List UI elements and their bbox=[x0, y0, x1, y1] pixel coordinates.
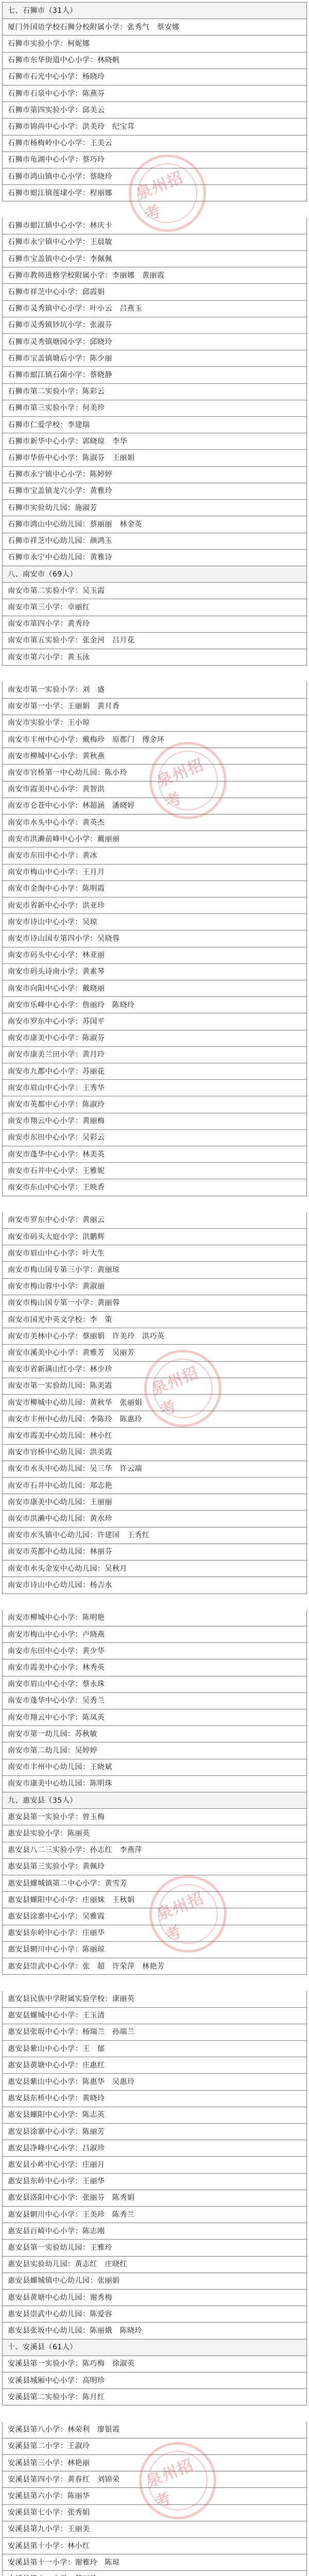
table-row: 南安市梅山国专第一小学：黄丽蓉 bbox=[2, 1295, 307, 1312]
table-row: 南安市第一实验小学：刘 盛 bbox=[2, 682, 307, 698]
table-row: 惠安县东岭中心小学：庄丽华 bbox=[2, 1925, 307, 1942]
table-row: 南安市第二幼儿园：吴婷婷 bbox=[2, 1742, 307, 1759]
row-gap bbox=[2, 201, 307, 217]
table-row: 南安市官桥第一中心幼儿园：陈小玲 bbox=[2, 765, 307, 781]
table-row: 石狮市锦尚中心小学：洪美玲 纪宝茸 bbox=[2, 118, 307, 135]
table-row: 石狮市蚶江镇石菌小学：蔡晓静 bbox=[2, 367, 307, 383]
table-row: 南安市丰州中心幼儿园：王晓斌 bbox=[2, 1759, 307, 1776]
table-row: 惠安县八二三实验小学：孙志红 李燕萍 bbox=[2, 1842, 307, 1859]
table-row: 南安市第一实验幼儿园：陈美霞 bbox=[2, 1378, 307, 1395]
table-row: 惠安县百崎中心小学：陈志刚 bbox=[2, 2223, 307, 2240]
table-row: 南安市码头诗南小学：黄素琴 bbox=[2, 964, 307, 980]
table-row: 南安市眉山中心小学：王秀华 bbox=[2, 1080, 307, 1096]
table-row: 南安市水头中心小学：黄英杰 bbox=[2, 815, 307, 831]
table-row: 南安市洪濑前峰中心小学：戴丽丽 bbox=[2, 831, 307, 848]
table-row: 南安市第六小学：黄玉泳 bbox=[2, 649, 307, 666]
table-row: 安溪县第十一小学：谢雅玲 陈琼 bbox=[2, 2554, 307, 2571]
section-header: 七、石狮市（31人） bbox=[2, 2, 307, 19]
watermark-stamp: 泉州招考 bbox=[129, 155, 206, 232]
table-row: 石狮市灵秀镇中心小学：叶小云 吕燕玉 bbox=[2, 301, 307, 317]
table-row: 惠安县涂寨中心小学：吴雅霞 bbox=[2, 1908, 307, 1925]
table-row: 南安市第五实验小学：张金河 吕月花 bbox=[2, 633, 307, 649]
table-row: 惠安县黄塘中心幼儿园：谢秀梅 bbox=[2, 2290, 307, 2306]
table-row: 南安市康美中心小学：陈淑芬 bbox=[2, 1030, 307, 1047]
table-row: 南安市仑苍中心小学：林超涵 潘晓婷 bbox=[2, 798, 307, 815]
table-row: 南安市码头大庭小学：洪鹏辉 bbox=[2, 1229, 307, 1245]
table-row: 南安市丰州中心幼儿园：李陈玲 陈惠玲 bbox=[2, 1411, 307, 1428]
table-row bbox=[2, 2571, 307, 2576]
table-row: 石狮市祥芝中心幼儿园：颜鸿玉 bbox=[2, 533, 307, 550]
table-row: 石狮市祥芝中心小学：邱霞娟 bbox=[2, 284, 307, 300]
table-row: 安溪县第十小学：林小红 bbox=[2, 2538, 307, 2554]
table-row: 南安市诗山中心幼儿园：杨吉水 bbox=[2, 1577, 307, 1594]
table-row: 石狮市永宁镇中心小学：陈婷婷 bbox=[2, 467, 307, 483]
table-row: 南安市东田中心小学：吴彩云 bbox=[2, 1130, 307, 1146]
table-row: 石狮市东华街道中心小学：林晓帆 bbox=[2, 53, 307, 69]
row-gap bbox=[2, 1594, 307, 1610]
table-row: 石狮市第二实验小学：陈彩云 bbox=[2, 384, 307, 400]
table-row: 石狮市石泉中心小学：陈燕芬 bbox=[2, 86, 307, 102]
table-row: 南安市乐峰中心小学：詹丽玲 陈晓玲 bbox=[2, 997, 307, 1013]
table-row: 南安市溪美中心小学：黄雅芳 吴丽芳 bbox=[2, 1345, 307, 1361]
table-row: 石狮市杨梅岭中心小学：王美云 bbox=[2, 135, 307, 152]
table-row: 南安市诗山中心小学：吴琼 bbox=[2, 914, 307, 930]
table-row: 惠安县螺阳中心小学：庄丽妹 王秋娟 bbox=[2, 1892, 307, 1908]
table-row: 石狮市龟湖中心小学：蔡巧玲 bbox=[2, 152, 307, 168]
table-row: 南安市石井中心小学：王雅妮 bbox=[2, 1163, 307, 1179]
table-row: 惠安县张坂中心幼儿园：陈丽娥 陈晓玲 bbox=[2, 2323, 307, 2339]
table-row: 南安市梅山国专第三小学：黄丽琼 bbox=[2, 1262, 307, 1278]
table-row: 南安市翔云中心小学：黄丽梅 bbox=[2, 1113, 307, 1130]
table-row: 南安市霞美中心小学：林秀英 bbox=[2, 1659, 307, 1676]
row-gap bbox=[2, 1196, 307, 1212]
table-row: 石狮市灵秀镇钞坑小学：张淑芬 bbox=[2, 317, 307, 334]
table-row: 惠安县张坂中心小学：杨瑞兰 孙端兰 bbox=[2, 2024, 307, 2041]
table-row: 惠安县黄塘中心小学：庄惠红 bbox=[2, 2057, 307, 2074]
table-row: 石狮市宝盖镇中心小学：李佩佩 bbox=[2, 251, 307, 267]
table-row: 南安市康美兰田小学：黄月玲 bbox=[2, 1047, 307, 1063]
table-row: 南安市梅山蓉中小学：黄淑丽 bbox=[2, 1279, 307, 1295]
table-row: 南安市美林中心小学：蔡丽娟 许美玲 洪巧英 bbox=[2, 1328, 307, 1345]
table-row: 南安市梅山中心小学：卢晓燕 bbox=[2, 1626, 307, 1643]
section-header: 十、安溪县（61人） bbox=[2, 2340, 307, 2356]
table-row: 安溪县第七小学：张秀娟 bbox=[2, 2505, 307, 2521]
table-row: 石狮市石光中心小学：杨晓玲 bbox=[2, 69, 307, 86]
table-row: 惠安县崇武中心小学：张 超 许荣萍 林艳芳 bbox=[2, 1958, 307, 1975]
table-row: 石狮市蚶江镇中心小学：林庆卡 bbox=[2, 218, 307, 234]
table-row: 南安市省新满山红小学：林少珍 bbox=[2, 1362, 307, 1378]
table-row: 南安市第四小学：黄秀玲 bbox=[2, 616, 307, 633]
table-row: 南安市水头金安中心幼儿园：吴秋月 bbox=[2, 1561, 307, 1577]
table-row: 惠安县涂寨中心小学：陈丽芳 bbox=[2, 2124, 307, 2140]
table-row: 南安市水头镇中心幼儿园：许建国 王秀红 bbox=[2, 1528, 307, 1544]
table-row: 南安市梅山中心小学：王月月 bbox=[2, 865, 307, 881]
table-row: 石狮市华侨中心小学：陈淑芬 王丽娟 bbox=[2, 450, 307, 466]
table-row: 南安市柳城中心小学：黄秋燕 bbox=[2, 748, 307, 765]
table-row: 石狮市新华中心小学：郭晓琼 李华 bbox=[2, 433, 307, 450]
table-row: 南安市金淘中心小学：陈明霞 bbox=[2, 881, 307, 897]
table-row: 惠安县崇武中心幼儿园：陈爱容 bbox=[2, 2306, 307, 2323]
table-row: 石狮市仁爱学校：李建瑞 bbox=[2, 417, 307, 433]
table-row: 南安市洪濑中心幼儿园：黄水珍 bbox=[2, 1511, 307, 1527]
table-row: 南安市霞美中心幼儿园：林小红 bbox=[2, 1428, 307, 1444]
table-row: 南安市罗东中心小学：苏国平 bbox=[2, 1013, 307, 1030]
table-row: 石狮市灵秀镇塘园小学：邱晓玲 bbox=[2, 334, 307, 350]
table-row: 南安市诗山国专第四小学：吴晓蓉 bbox=[2, 930, 307, 947]
table-row: 南安市省新中心小学：洪亚珍 bbox=[2, 897, 307, 914]
table-row: 惠安县东桥中心小学：黄晓玲 bbox=[2, 2091, 307, 2107]
table-row: 石狮市实验小学：柯妮娜 bbox=[2, 36, 307, 52]
table-row: 惠安县辋川中心小学：陈丽琼 bbox=[2, 1942, 307, 1958]
table-row: 南安市东山中心小学：王映香 bbox=[2, 1179, 307, 1196]
table-row: 安溪县第八小学：林荣利 廖银霞 bbox=[2, 2422, 307, 2438]
table-row: 惠安县民族中学附属实验学校：康丽英 bbox=[2, 1991, 307, 2007]
table-row: 安溪县城厢中心小学：高明珍 bbox=[2, 2372, 307, 2389]
table-row: 安溪县第六小学：陈丽华 bbox=[2, 2488, 307, 2504]
table-row: 安溪县第四小学：黄春红 刘锦荣 bbox=[2, 2471, 307, 2488]
table-row: 惠安县实验幼儿园：黄志红 庄晓红 bbox=[2, 2257, 307, 2273]
table-row: 南安市蓬华中心小学：林美英 bbox=[2, 1146, 307, 1163]
table-row: 惠安县第一实验幼儿园：王雅玲 bbox=[2, 2240, 307, 2256]
table-row: 南安市丰州中心小学：戴梅珍 原都门 傅金环 bbox=[2, 732, 307, 748]
section-header: 九、惠安县（35人） bbox=[2, 1792, 307, 1809]
table-row: 惠安县螺阳中心小学：陈志英 bbox=[2, 2107, 307, 2124]
table-row: 惠安县东岭中心小学：王丽华 bbox=[2, 2174, 307, 2190]
table-row: 惠安县螺城镇第二中心小学：黄雪芳 bbox=[2, 1875, 307, 1892]
row-gap bbox=[2, 1975, 307, 1991]
table-row: 石狮市鸿山中心幼儿园：蔡丽丽 林金英 bbox=[2, 516, 307, 533]
table-row: 南安市柳城中心幼儿园：黄秋华 张丽娟 bbox=[2, 1395, 307, 1411]
table-row: 南安市英都中心小学：陈淑玲 bbox=[2, 1096, 307, 1113]
table-row: 惠安县辋川中心小学：王美珍 陈秀兰 bbox=[2, 2207, 307, 2223]
table-row: 石狮市实验幼儿园：施淑芳 bbox=[2, 500, 307, 516]
watermark-stamp: 泉州招考 bbox=[149, 742, 227, 819]
table-row: 安溪县第二实验小学：陈月红 bbox=[2, 2389, 307, 2405]
watermark-stamp: 泉州招考 bbox=[139, 2442, 216, 2519]
table-row: 安溪县第三小学：林艳丽 bbox=[2, 2455, 307, 2471]
table-row: 惠安县小岞中心小学：庄丽月 bbox=[2, 2157, 307, 2173]
table-row: 南安市九都中心小学：苏丽花 bbox=[2, 1063, 307, 1080]
table-row: 石狮市蚶江镇莲埭小学：程丽娜 bbox=[2, 185, 307, 201]
table-row: 南安市国光中英文学校：李 策 bbox=[2, 1312, 307, 1328]
table-row: 惠安县第一实验小学：曾玉梅 bbox=[2, 1809, 307, 1825]
table-row: 惠安县螺城中心小学：王玉清 bbox=[2, 2008, 307, 2024]
table-row: 惠安县紫山中心小学：王 郁 bbox=[2, 2041, 307, 2057]
table-row: 惠安县净峰中心小学：吕淑珍 bbox=[2, 2140, 307, 2157]
table-row: 南安市英都中心幼儿园：林丽芬 bbox=[2, 1544, 307, 1561]
table-row: 石狮市第三实验小学：何美珍 bbox=[2, 400, 307, 417]
watermark-stamp: 泉州招考 bbox=[149, 1875, 227, 1953]
table-row: 惠安县洛阳中心小学：张丽芬 陈秀娟 bbox=[2, 2190, 307, 2207]
table-row: 石狮市鸿山镇中心小学：蔡晓玲 bbox=[2, 168, 307, 185]
table-row: 南安市眉山中心小学：叶大生 bbox=[2, 1245, 307, 1262]
table-row: 惠安县紫山中心小学：陈惠华 吴惠玲 bbox=[2, 2074, 307, 2090]
table-row: 南安市实验小学：王小琼 bbox=[2, 715, 307, 732]
section-header: 八、南安市（69人） bbox=[2, 566, 307, 583]
table-row: 南安市石井中心幼儿园：郑志艳 bbox=[2, 1478, 307, 1494]
table-row: 南安市霞美中心小学：黄智洪 bbox=[2, 782, 307, 798]
table-row: 南安市东田中心小学：黄冰 bbox=[2, 848, 307, 864]
table-row: 南安市康美中心幼儿园：陈明珠 bbox=[2, 1776, 307, 1792]
table-row: 南安市第三小学：卓丽红 bbox=[2, 599, 307, 616]
table-row: 南安市码头中心小学：林亚丽 bbox=[2, 947, 307, 964]
table-row: 安溪县第二小学：王淑玲 bbox=[2, 2438, 307, 2455]
table-row: 惠安县实验小学：陈丽英 bbox=[2, 1825, 307, 1842]
table-row: 惠安县第三实验小学：黄佩玲 bbox=[2, 1859, 307, 1875]
table-row: 南安市康美中心幼儿园：王丽丽 bbox=[2, 1494, 307, 1511]
table-row: 石狮市宝盖镇塘后小学：陈少丽 bbox=[2, 350, 307, 367]
table-row: 南安市第一小学：王丽娟 黄月香 bbox=[2, 699, 307, 715]
table-row: 南安市向阳中心小学：戴晓丽 bbox=[2, 980, 307, 997]
table-row: 南安市蓬华中心小学：吴秀兰 bbox=[2, 1693, 307, 1709]
table-row: 南安市东田中心小学：黄少华 bbox=[2, 1643, 307, 1659]
table-row: 石狮市教师进修学校附属小学：李丽娜 黄丽霞 bbox=[2, 267, 307, 284]
row-gap bbox=[2, 666, 307, 682]
document-table bbox=[2, 2, 307, 2576]
table-row: 安溪县第九小学：王丽美 bbox=[2, 2521, 307, 2538]
table-row: 石狮市永宁中心幼儿园：黄雅诗 bbox=[2, 550, 307, 566]
table-row: 南安市翔云中心小学：陈凤英 bbox=[2, 1709, 307, 1726]
table-row: 南安市罗东中心小学：黄丽云 bbox=[2, 1212, 307, 1229]
table-row: 南安市第一幼儿园：苏秋敏 bbox=[2, 1726, 307, 1742]
watermark-stamp: 泉州招考 bbox=[144, 1350, 221, 1427]
table-row: 石狮市第四实验小学：邱美云 bbox=[2, 102, 307, 118]
table-row: 南安市水头中心幼儿园：吴三华 许云端 bbox=[2, 1461, 307, 1478]
table-row: 石狮市宝盖镇龙穴小学：黄雅玲 bbox=[2, 483, 307, 500]
table-row: 南安市眉山中心小学：蔡永珠 bbox=[2, 1676, 307, 1693]
table-row: 惠安县螺城镇中心幼儿园：张丽娟 bbox=[2, 2273, 307, 2290]
table-row: 厦门外国语学校石狮分校附属小学：张秀气 蔡安娜 bbox=[2, 19, 307, 36]
table-row: 安溪县第一实验小学：陈巧梅 徐淑英 bbox=[2, 2356, 307, 2372]
table-row: 南安市第二实验小学：吴玉霞 bbox=[2, 583, 307, 599]
table-row: 南安市官桥中心幼儿园：洪美霞 bbox=[2, 1445, 307, 1461]
row-gap bbox=[2, 2405, 307, 2421]
table-row: 南安市柳城中心小学：陈明艳 bbox=[2, 1610, 307, 1626]
table-row: 石狮市永宁镇中心小学：王晨敏 bbox=[2, 234, 307, 251]
